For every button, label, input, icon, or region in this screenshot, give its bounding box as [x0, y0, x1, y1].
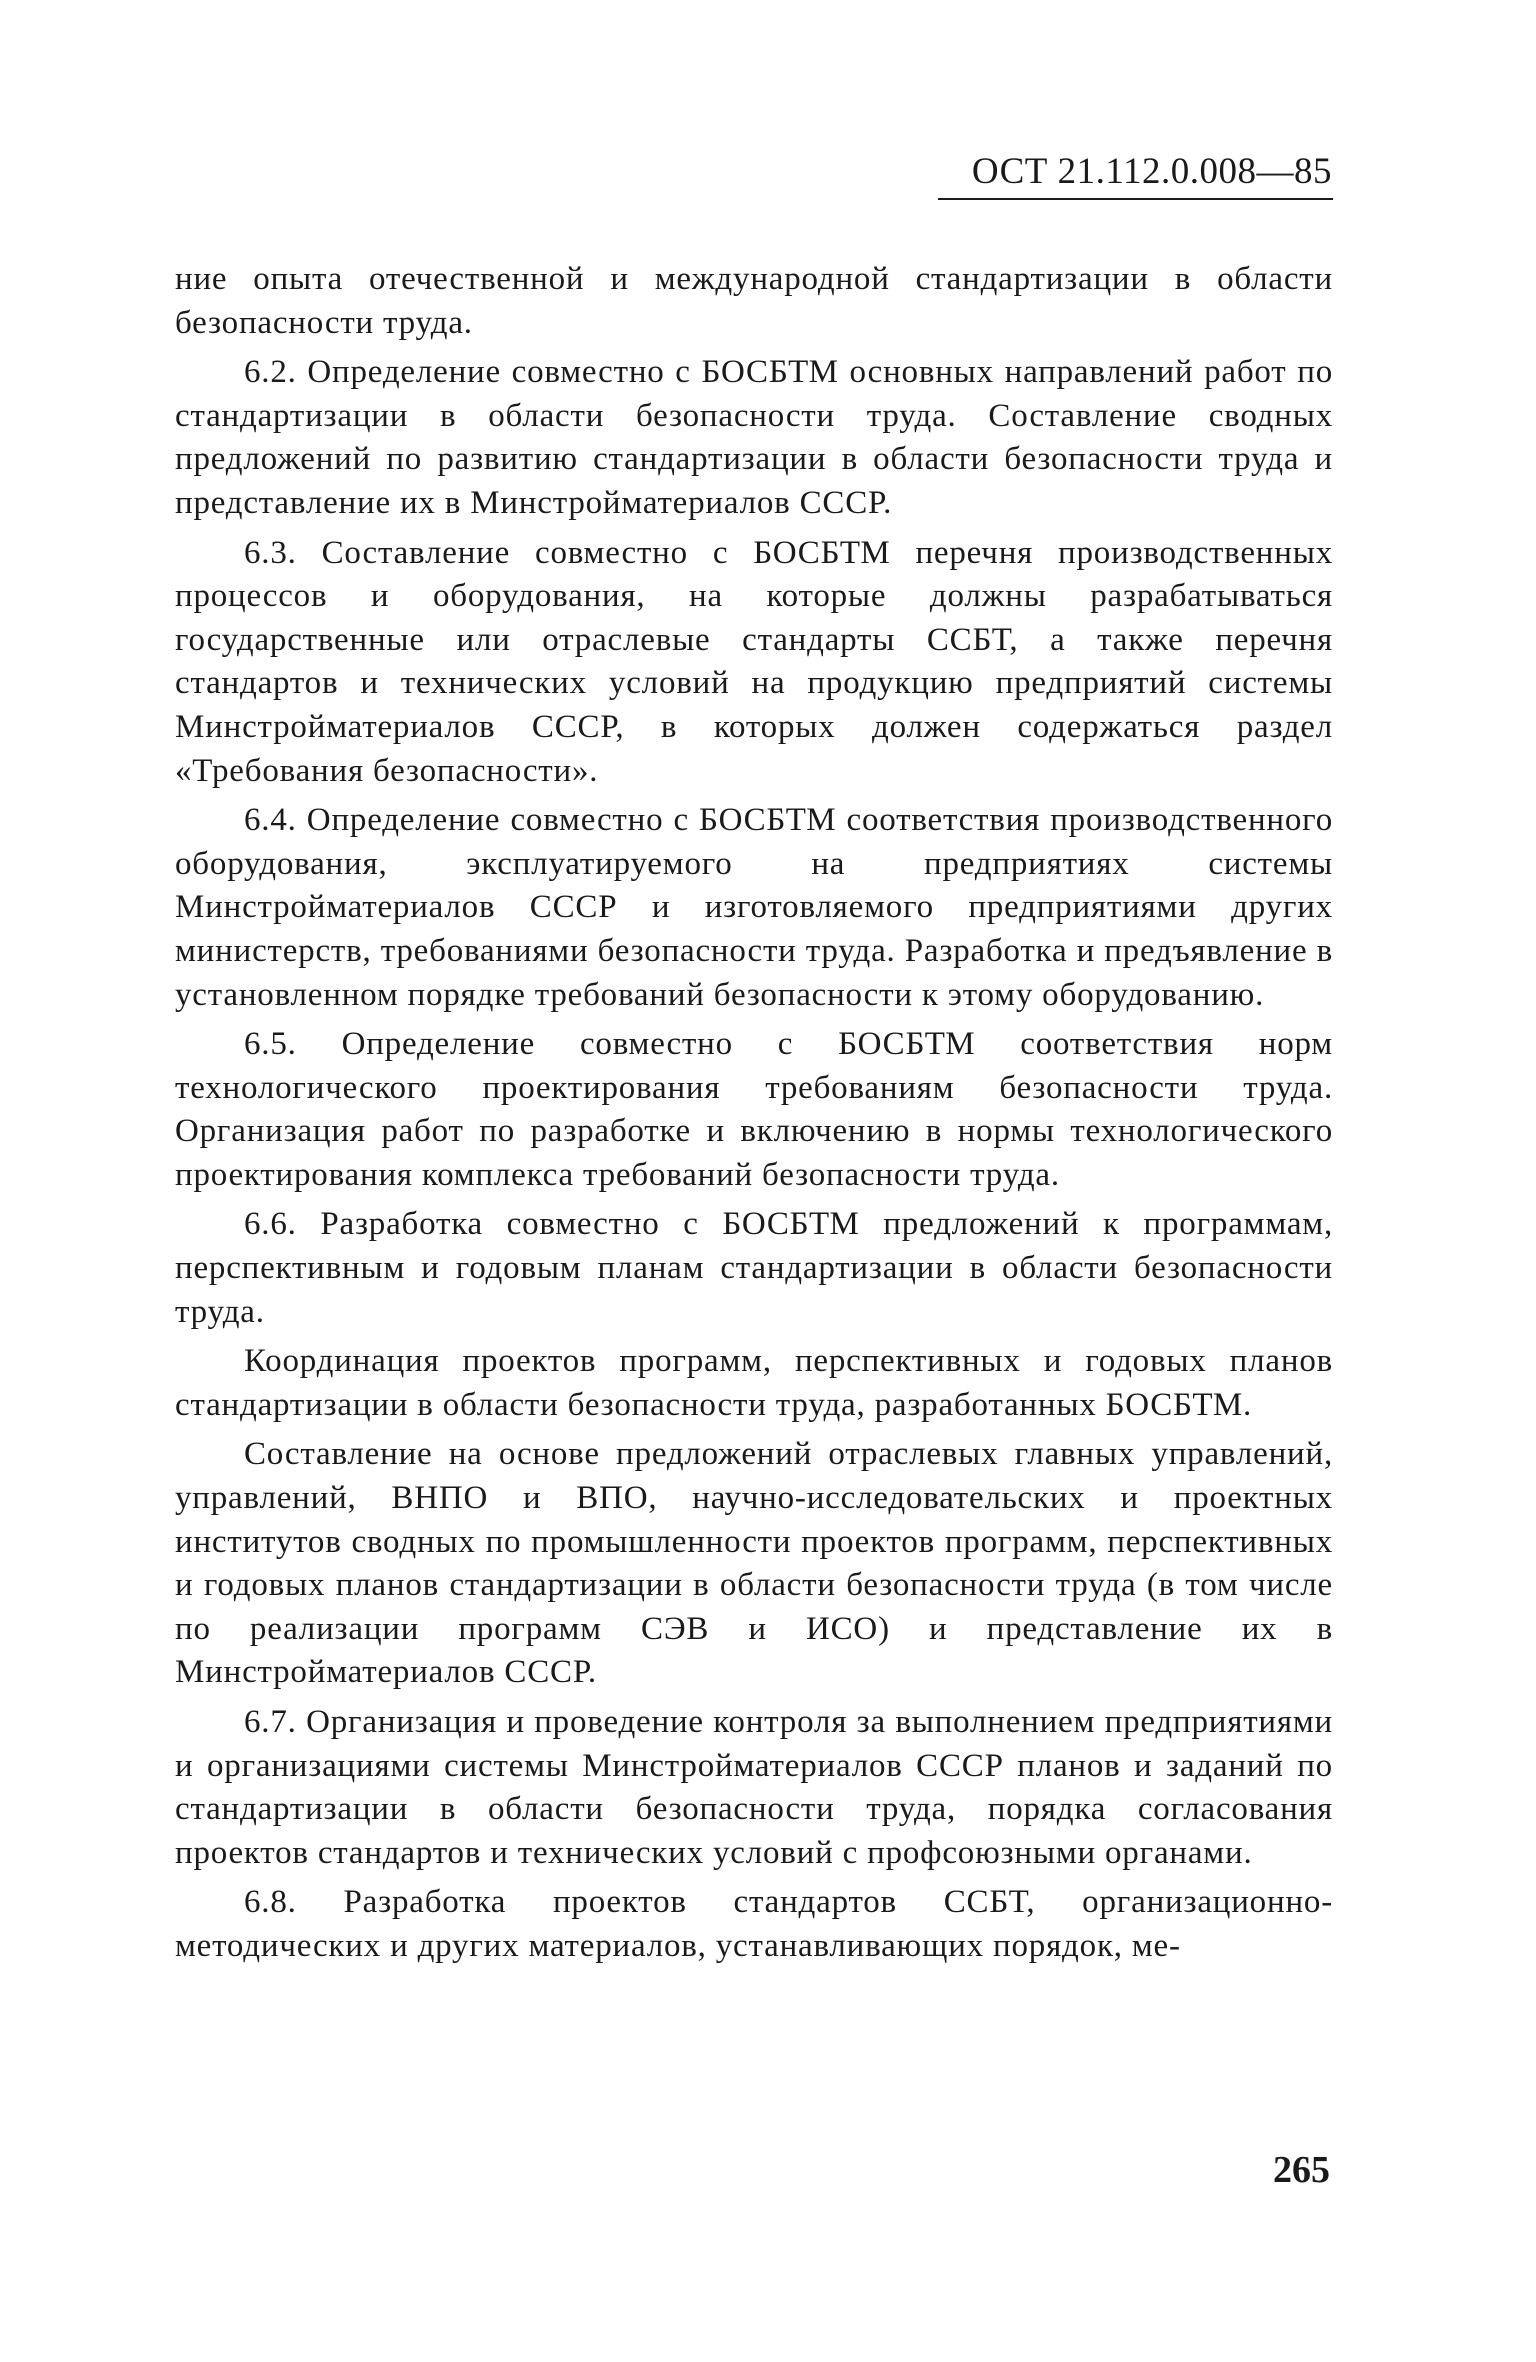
paragraph-6-6: 6.6. Разработка совместно с БОСБТМ предложений к программам, перспективным и годовым планам стандартизации в области безопасности труда.	[175, 1206, 1333, 1330]
paragraph-compilation: Составление на основе предложений отраслевых главных управлений, управлений, ВНПО и ВПО, научно-исследовательских и проектных институтов сводных по промышленности проектов программ, перспективных и годовых планов стандартизации в области безопасности труда (в том числе по реализации программ СЭВ и ИСО) и представление их в Минстройматериалов СССР.	[175, 1436, 1333, 1691]
header-rule	[938, 198, 1333, 200]
paragraph-6-8: 6.8. Разработка проектов стандартов ССБТ, организационно-методических и других материалов, устанавливающих порядок, ме-	[175, 1884, 1333, 1964]
document-code-header: ОСТ 21.112.0.008—85	[971, 151, 1332, 192]
paragraph-6-2: 6.2. Определение совместно с БОСБТМ основных направлений работ по стандартизации в области безопасности труда. Составление сводных предложений по развитию стандартизации в области безопасности труда и представление их в Минстройматериалов СССР.	[175, 354, 1333, 521]
paragraph-coordination: Координация проектов программ, перспективных и годовых планов стандартизации в области безопасности труда, разработанных БОСБТМ.	[175, 1343, 1333, 1423]
paragraph-6-5: 6.5. Определение совместно с БОСБТМ соответствия норм технологического проектирования требованиям безопасности труда. Организация работ по разработке и включению в нормы технологического проектирования комплекса требований безопасности труда.	[175, 1026, 1333, 1193]
paragraph-6-3: 6.3. Составление совместно с БОСБТМ перечня производственных процессов и оборудования, на которые должны разрабатываться государственные или отраслевые стандарты ССБТ, а также перечня стандартов и технических условий на продукцию предприятий системы Минстройматериалов СССР, в которых должен содержаться раздел «Требования безопасности».	[175, 534, 1333, 789]
paragraph-6-4: 6.4. Определение совместно с БОСБТМ соответствия производственного оборудования, эксплуатируемого на предприятиях системы Минстройматериалов СССР и изготовляемого предприятиями других министерств, требованиями безопасности труда. Разработка и предъявление в установленном порядке требований безопасности к этому оборудованию.	[175, 802, 1333, 1013]
body-text	[175, 258, 1333, 1975]
paragraph-continuation: ние опыта отечественной и международной стандартизации в области безопасности труда.	[175, 261, 1333, 341]
paragraph-6-7: 6.7. Организация и проведение контроля за выполнением предприятиями и организациями системы Минстройматериалов СССР планов и заданий по стандартизации в области безопасности труда, порядка согласования проектов стандартов и технических условий с профсоюзными органами.	[175, 1704, 1333, 1871]
page-number: 265	[1273, 2149, 1330, 2191]
